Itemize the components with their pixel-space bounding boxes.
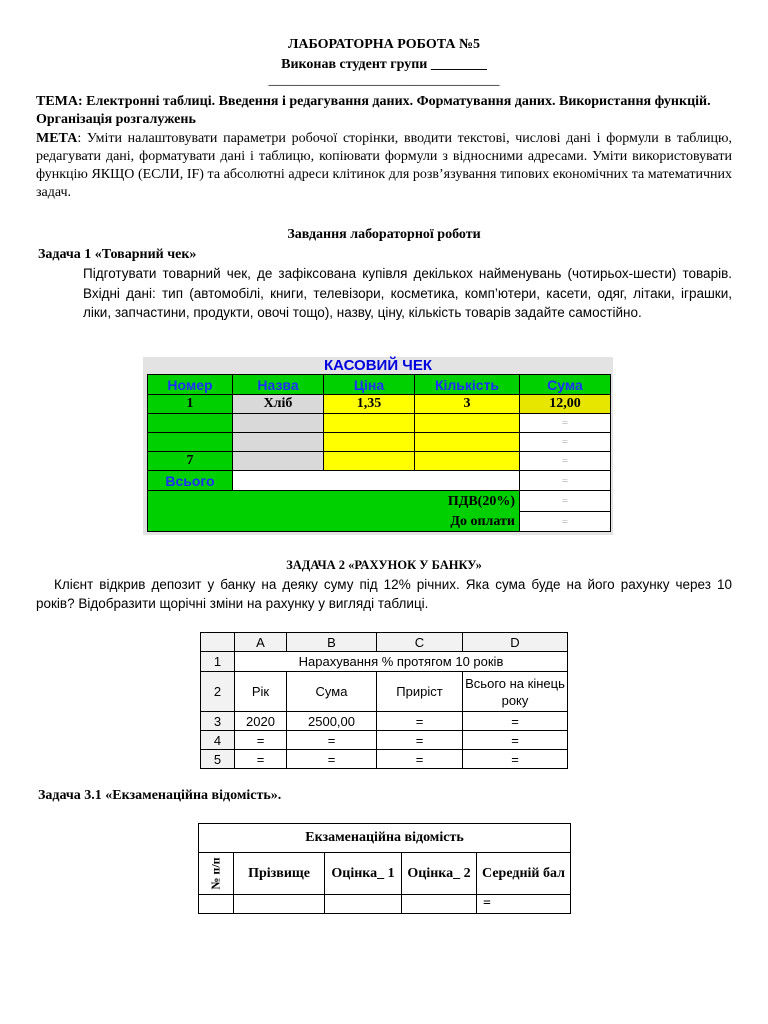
col-header: A: [235, 633, 287, 652]
table-cell: =: [463, 750, 568, 769]
receipt-cell-quantity: [414, 451, 520, 471]
goal-label: МЕТА: [36, 131, 78, 146]
exam-header-surname: Прізвище: [234, 853, 325, 895]
exam-header-grade2: Оцінка_ 2: [402, 853, 477, 895]
table-cell: Сума: [287, 672, 377, 712]
exam-header-average: Середній бал: [477, 853, 571, 895]
receipt-cell-quantity: 3: [414, 394, 520, 414]
receipt-cell-sum: =: [519, 432, 611, 452]
exam-header-number-text: № п/п: [208, 857, 223, 890]
table-cell: =: [235, 731, 287, 750]
table-cell: [402, 895, 477, 914]
topic-text: Електронні таблиці. Введення і редагування даних. Форматування даних. Використання функцій. Організація розгалужень: [36, 94, 711, 127]
table-cell: =: [463, 712, 568, 731]
table-cell: [199, 895, 234, 914]
bank-table: [200, 632, 568, 769]
receipt-cell-number: [147, 413, 233, 433]
receipt-cell-number: 1: [147, 394, 233, 414]
student-line: Виконав студент групи ________: [281, 57, 487, 72]
receipt-cell-price: [323, 451, 415, 471]
receipt-vat-value: =: [519, 490, 611, 512]
col-header: C: [377, 633, 463, 652]
receipt-cell-name: [232, 451, 324, 471]
receipt-cell-name: [232, 432, 324, 452]
table-cell: =: [235, 750, 287, 769]
table-cell: 2020: [235, 712, 287, 731]
receipt-cell-sum: =: [519, 451, 611, 471]
receipt-header-name: Назва: [232, 374, 324, 395]
row-header: 1: [201, 652, 235, 672]
exam-table-title: Екзаменаційна відомість: [199, 824, 571, 853]
table-cell: =: [463, 731, 568, 750]
col-header: D: [463, 633, 568, 652]
task2-title: ЗАДАЧА 2 «РАХУНОК У БАНКУ»: [286, 558, 482, 572]
task1-text: Підготувати товарний чек, де зафіксована купівля декількох найменувань (чотирьох-шести) товарів. Вхідні дані: тип (автомобілі, книги, телевізори, косметика, комп’ютери, касети, одяг, літаки, іграшки, ліки, запчастини, продукти, овочі тощо), назву, ціну, кількість товарів задайте самостійно.: [83, 266, 732, 320]
receipt-cell-quantity: [414, 432, 520, 452]
row-header: 4: [201, 731, 235, 750]
goal-paragraph: [36, 130, 732, 202]
receipt-cell-sum: =: [519, 413, 611, 433]
table-cell: =: [477, 895, 571, 914]
receipt-vat-label: ПДВ(20%): [447, 493, 515, 509]
task3-title: Задача 3.1 «Екзаменаційна відомість».: [38, 788, 282, 803]
topic-label: ТЕМА:: [36, 94, 83, 109]
row-header: 2: [201, 672, 235, 712]
table-cell: [325, 895, 402, 914]
receipt-cell-name: [232, 413, 324, 433]
exam-table: [198, 823, 571, 914]
receipt-total-label: Всього: [147, 470, 233, 491]
goal-text: : Уміти налаштовувати параметри робочої сторінки, вводити текстові, числові дані і формули в таблицю, редагувати дані, форматувати дані і таблицю, копіювати формули з відносними адресами. Уміти використовувати функцію ЯКЩО (ЕСЛИ, IF) та абсолютні адреси клітинок для розв’язування типових економічних та математичних задач.: [36, 131, 732, 200]
receipt-header-sum: Сума: [519, 374, 611, 395]
table-cell: 2500,00: [287, 712, 377, 731]
task1-title: Задача 1 «Товарний чек»: [38, 247, 197, 262]
receipt-pay-value: =: [519, 511, 611, 532]
topic-paragraph: [36, 93, 732, 129]
receipt-table: [143, 357, 613, 535]
table-cell: =: [377, 731, 463, 750]
receipt-cell-price: [323, 413, 415, 433]
receipt-header-price: Ціна: [323, 374, 415, 395]
receipt-header-quantity: Кількість: [414, 374, 520, 395]
row-header: 3: [201, 712, 235, 731]
table-cell: [234, 895, 325, 914]
exam-header-number: [199, 853, 234, 895]
receipt-title: КАСОВИЙ ЧЕК: [323, 357, 432, 374]
receipt-cell-quantity: [414, 413, 520, 433]
signature-underline: _________________________________: [268, 73, 500, 88]
table-cell: =: [287, 731, 377, 750]
col-header: B: [287, 633, 377, 652]
tasks-heading: Завдання лабораторної роботи: [287, 227, 481, 242]
table-cell: Рік: [235, 672, 287, 712]
corner-cell: [201, 633, 235, 652]
row-header: 5: [201, 750, 235, 769]
table-cell: =: [377, 750, 463, 769]
receipt-header-number: Номер: [147, 374, 233, 395]
receipt-cell-price: 1,35: [323, 394, 415, 414]
receipt-total-sum: =: [519, 470, 611, 491]
receipt-cell-number: [147, 432, 233, 452]
receipt-cell-name: Хліб: [232, 394, 324, 414]
page-title: ЛАБОРАТОРНА РОБОТА №5: [287, 37, 481, 52]
receipt-cell-sum: 12,00: [519, 394, 611, 414]
receipt-cell-number: 7: [147, 451, 233, 471]
exam-header-grade1: Оцінка_ 1: [325, 853, 402, 895]
receipt-cell-price: [323, 432, 415, 452]
table-cell: =: [287, 750, 377, 769]
table-cell: =: [377, 712, 463, 731]
receipt-pay-label: До оплати: [450, 513, 515, 529]
receipt-total-blank: [232, 470, 520, 491]
task2-text: Клієнт відкрив депозит у банку на деяку суму під 12% річних. Яка сума буде на його рахунку через 10 років? Відобразити щорічні зміни на рахунку у вигляді таблиці.: [36, 577, 732, 611]
table-cell: Всього на кінець року: [463, 672, 568, 712]
bank-table-title: Нарахування % протягом 10 років: [235, 652, 568, 672]
table-cell: Приріст: [377, 672, 463, 712]
